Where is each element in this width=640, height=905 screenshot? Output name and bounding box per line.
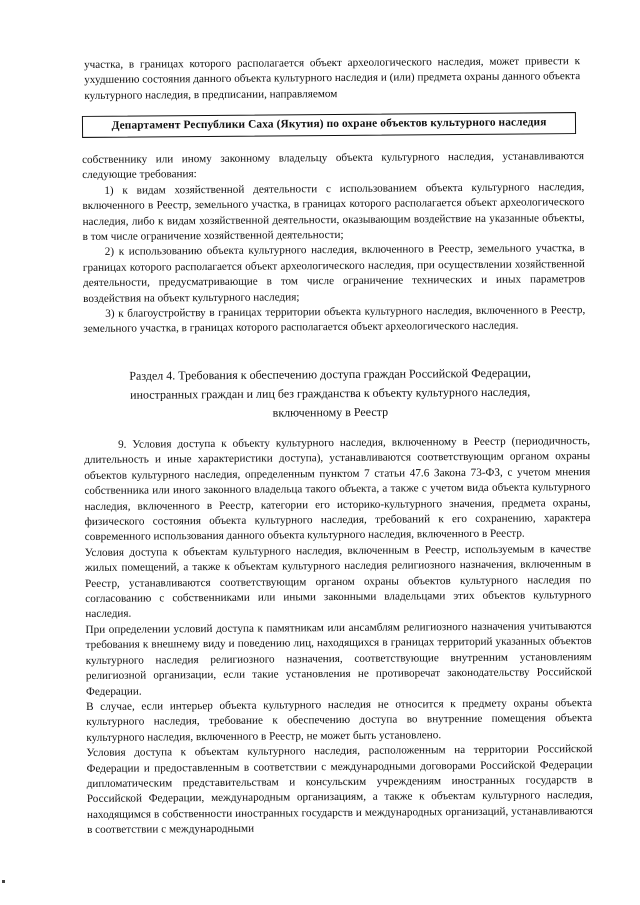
department-stamp: Департамент Республики Саха (Якутия) по охране объектов культурного наследия bbox=[82, 112, 576, 138]
requirement-item-3: 3) к благоустройству в границах территории объекта культурного наследия, включенного в Реестр, земельного участка, в границах которого располагается объект археологического наследия. bbox=[83, 304, 586, 336]
owner-paragraph: собственнику или иному законному владельцу объекта культурного наследия, устанавливаются следующие требования: bbox=[82, 150, 585, 182]
intro-paragraph: участка, в границах которого располагается объект археологического наследия, может привести к ухудшению состояния данного объекта культурного наследия и (или) предмета охраны данного объекта культурного наследия, в предписании, направляемом bbox=[84, 55, 581, 102]
section-title-line-3: включенному в Реестр bbox=[272, 404, 389, 420]
paragraph-interior: В случае, если интерьер объекта культурного наследия не относится к предмету охраны объекта культурного наследия, требование к обеспечению доступа во внутренние помещения объекта культурного наследия, включенного в Реестр, не может быть установлено. bbox=[86, 696, 593, 744]
section-title-line-2: иностранных граждан и лиц без гражданства к объекту культурного наследия, bbox=[130, 384, 531, 402]
paragraph-diplomatic: Условия доступа к объектам культурного наследия, расположенным на территории Российской Федерации и предоставленным в соответствии с международными договорами Российской Федерации дипломатическим представительствам и консульским учреждениям иностранных государств в Российской Федерации, международным организациям, а также к объектам культурного наследия, находящимся в собственности иностранных государств и международных организаций, устанавливаются в соответствии с международными bbox=[86, 743, 593, 837]
section-4-title bbox=[100, 363, 560, 424]
section-title-line-1: Раздел 4. Требования к обеспечению доступа граждан Российской Федерации, bbox=[129, 365, 531, 383]
requirement-item-2: 2) к использованию объекта культурного наследия, включенного в Реестр, земельного участка, в границах которого располагается объект археологического наследия, при осуществлении хозяйственной деятельности, предусматривающие в том числе ограничение технических и иных параметров воздействия на объект культурного наследия; bbox=[82, 242, 586, 305]
requirements-block bbox=[82, 149, 585, 338]
paragraph-religious: При определении условий доступа к памятникам или ансамблям религиозного назначения учитываются требования к внешнему виду и поведению лиц, находящихся в границах территорий указанных объектов культурного наследия религиозного назначения, соответствующие внутренним установлениям религиозной организации, если такие установления не противоречат законодательству Российской Федерации. bbox=[85, 619, 592, 698]
scan-dot bbox=[2, 880, 5, 883]
access-conditions-block bbox=[84, 434, 593, 839]
paragraph-residential: Условия доступа к объектам культурного наследия, включенным в Реестр, используемым в качестве жилых помещений, а также к объектам культурного наследия религиозного назначения, включенным в Реестр, устанавливаются соответствующим органом охраны объектов культурного наследия по согласованию с собственниками или иными законными владельцами этих объектов культурного наследия. bbox=[84, 542, 592, 621]
requirement-item-1: 1) к видам хозяйственной деятельности с использованием объекта культурного наследия, включенного в Реестр, земельного участка, в границах которого располагается объект археологического наследия, либо к видам хозяйственной деятельности, оказывающим воздействие на указанные объекты, в том числе ограничение хозяйственной деятельности; bbox=[82, 180, 585, 244]
paragraph-9: 9. Условия доступа к объекту культурного наследия, включенному в Реестр (периодичность, длительность и иные характеристики доступа), устанавливаются соответствующим органом охраны объектов культурного наследия, определенным пунктом 7 статьи 47.6 Закона 73-ФЗ, с учетом мнения собственника или иного законного владельца такого объекта, а также с учетом вида объекта культурного наследия, включенного в Реестр, категории его историко-культурного значения, предмета охраны, физического состояния объекта культурного наследия, требований к его сохранению, характера современного использования данного объекта культурного наследия, включенного в Реестр. bbox=[84, 435, 591, 544]
